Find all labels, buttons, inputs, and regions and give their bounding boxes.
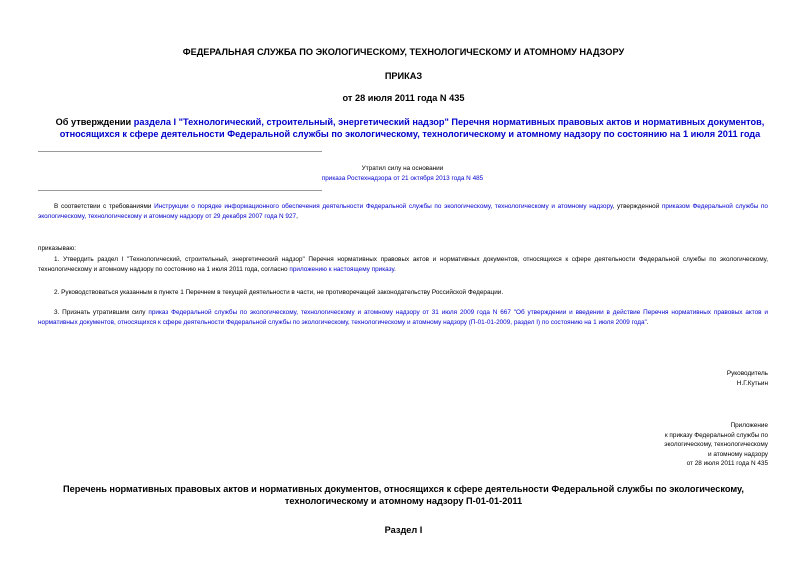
order-title [50, 116, 770, 140]
appendix-line-5: от 28 июля 2011 года N 435 [686, 460, 768, 468]
appendix-label: Приложение [730, 422, 768, 429]
appendix-header [664, 421, 768, 469]
order-word: приказываю: [38, 245, 76, 252]
order-title-prefix: Об утверждении [55, 117, 134, 127]
appendix-line-2: к приказу Федеральной службы по [664, 431, 768, 439]
divider-bottom [38, 190, 322, 191]
divider-top [38, 151, 322, 152]
preamble-text-3: , [296, 213, 298, 220]
appendix-title: Перечень нормативных правовых актов и нормативных документов, относящихся к сфере деятельности Федеральной службы по экологическому, технологическому и атомному надзору П-01-01-2011 [63, 484, 744, 506]
item-1-paragraph [38, 255, 768, 275]
order-title-link[interactable]: раздела I "Технологический, строительный, энергетический надзор" Перечня нормативных правовых актов и нормативных документов, относящихся к сфере деятельности Федеральной службы по экологическому, технологическому и атомному надзору по состоянию на 1 июля 2011 года [59, 117, 765, 139]
order-927-link[interactable]: приказом Федеральной службы по экологическому, технологическому и атомному надзору от 29 декабря 2007 года N 927 [38, 203, 768, 220]
void-notice-text: Утратил силу на основании [361, 165, 444, 172]
signature-role: Руководитель [726, 370, 768, 377]
item-3-text: 3. Признать утратившим силу [54, 309, 149, 316]
signature-name: Н.Г.Кутьин [736, 379, 768, 387]
order-667-link[interactable]: приказ Федеральной службы по экологическому, технологическому и атомному надзору от 31 июля 2009 года N 667 "Об утверждении и введении в действие Перечня нормативных правовых актов и нормативных документов, относящихся к сфере деятельности Федеральной службы по экологическому, технологическому и атомному надзору (П-01-01-2009, раздел I) по состоянию на 1 июля 2009 года" [38, 309, 768, 326]
item-3-paragraph [38, 308, 768, 328]
void-notice [300, 164, 505, 184]
signature-block [727, 369, 768, 388]
appendix-line-3: экологическому, технологическому [664, 441, 768, 449]
order-date-number: от 28 июля 2011 года N 435 [342, 93, 465, 103]
preamble-text-1: В соответствии с требованиями [54, 203, 155, 210]
instruction-link[interactable]: Инструкции о порядке информационного обеспечения деятельности Федеральной службы по экологическому, технологическому и атомному надзору [154, 203, 613, 210]
appendix-line-4: и атомному надзору [708, 450, 768, 458]
section-heading: Раздел I [384, 525, 423, 535]
document-type-heading: ПРИКАЗ [384, 71, 423, 81]
item-3-end: . [646, 319, 649, 326]
void-notice-link[interactable]: приказа Ростехнадзора от 21 октября 2013 года N 485 [321, 175, 484, 182]
preamble-paragraph [38, 202, 768, 222]
preamble-text-2: , утвержденной [612, 203, 662, 210]
item-1-end: . [394, 266, 396, 273]
item-2-paragraph: 2. Руководствоваться указанным в пункте 1 Перечнем в текущей деятельности в части, не противоречащей законодательству Российской Федерации. [54, 289, 504, 296]
appendix-link[interactable]: приложению к настоящему приказу [289, 266, 395, 273]
agency-heading: ФЕДЕРАЛЬНАЯ СЛУЖБА ПО ЭКОЛОГИЧЕСКОМУ, ТЕХНОЛОГИЧЕСКОМУ И АТОМНОМУ НАДЗОРУ [182, 47, 625, 57]
item-1-text: 1. Утвердить раздел I "Технологический, строительный, энергетический надзор" Перечня нормативных правовых актов и нормативных документов, относящихся к сфере деятельности Федеральной службы по экологическому, технологическому и атомному надзору по состоянию на 1 июля 2011 года, согласно [38, 256, 768, 273]
